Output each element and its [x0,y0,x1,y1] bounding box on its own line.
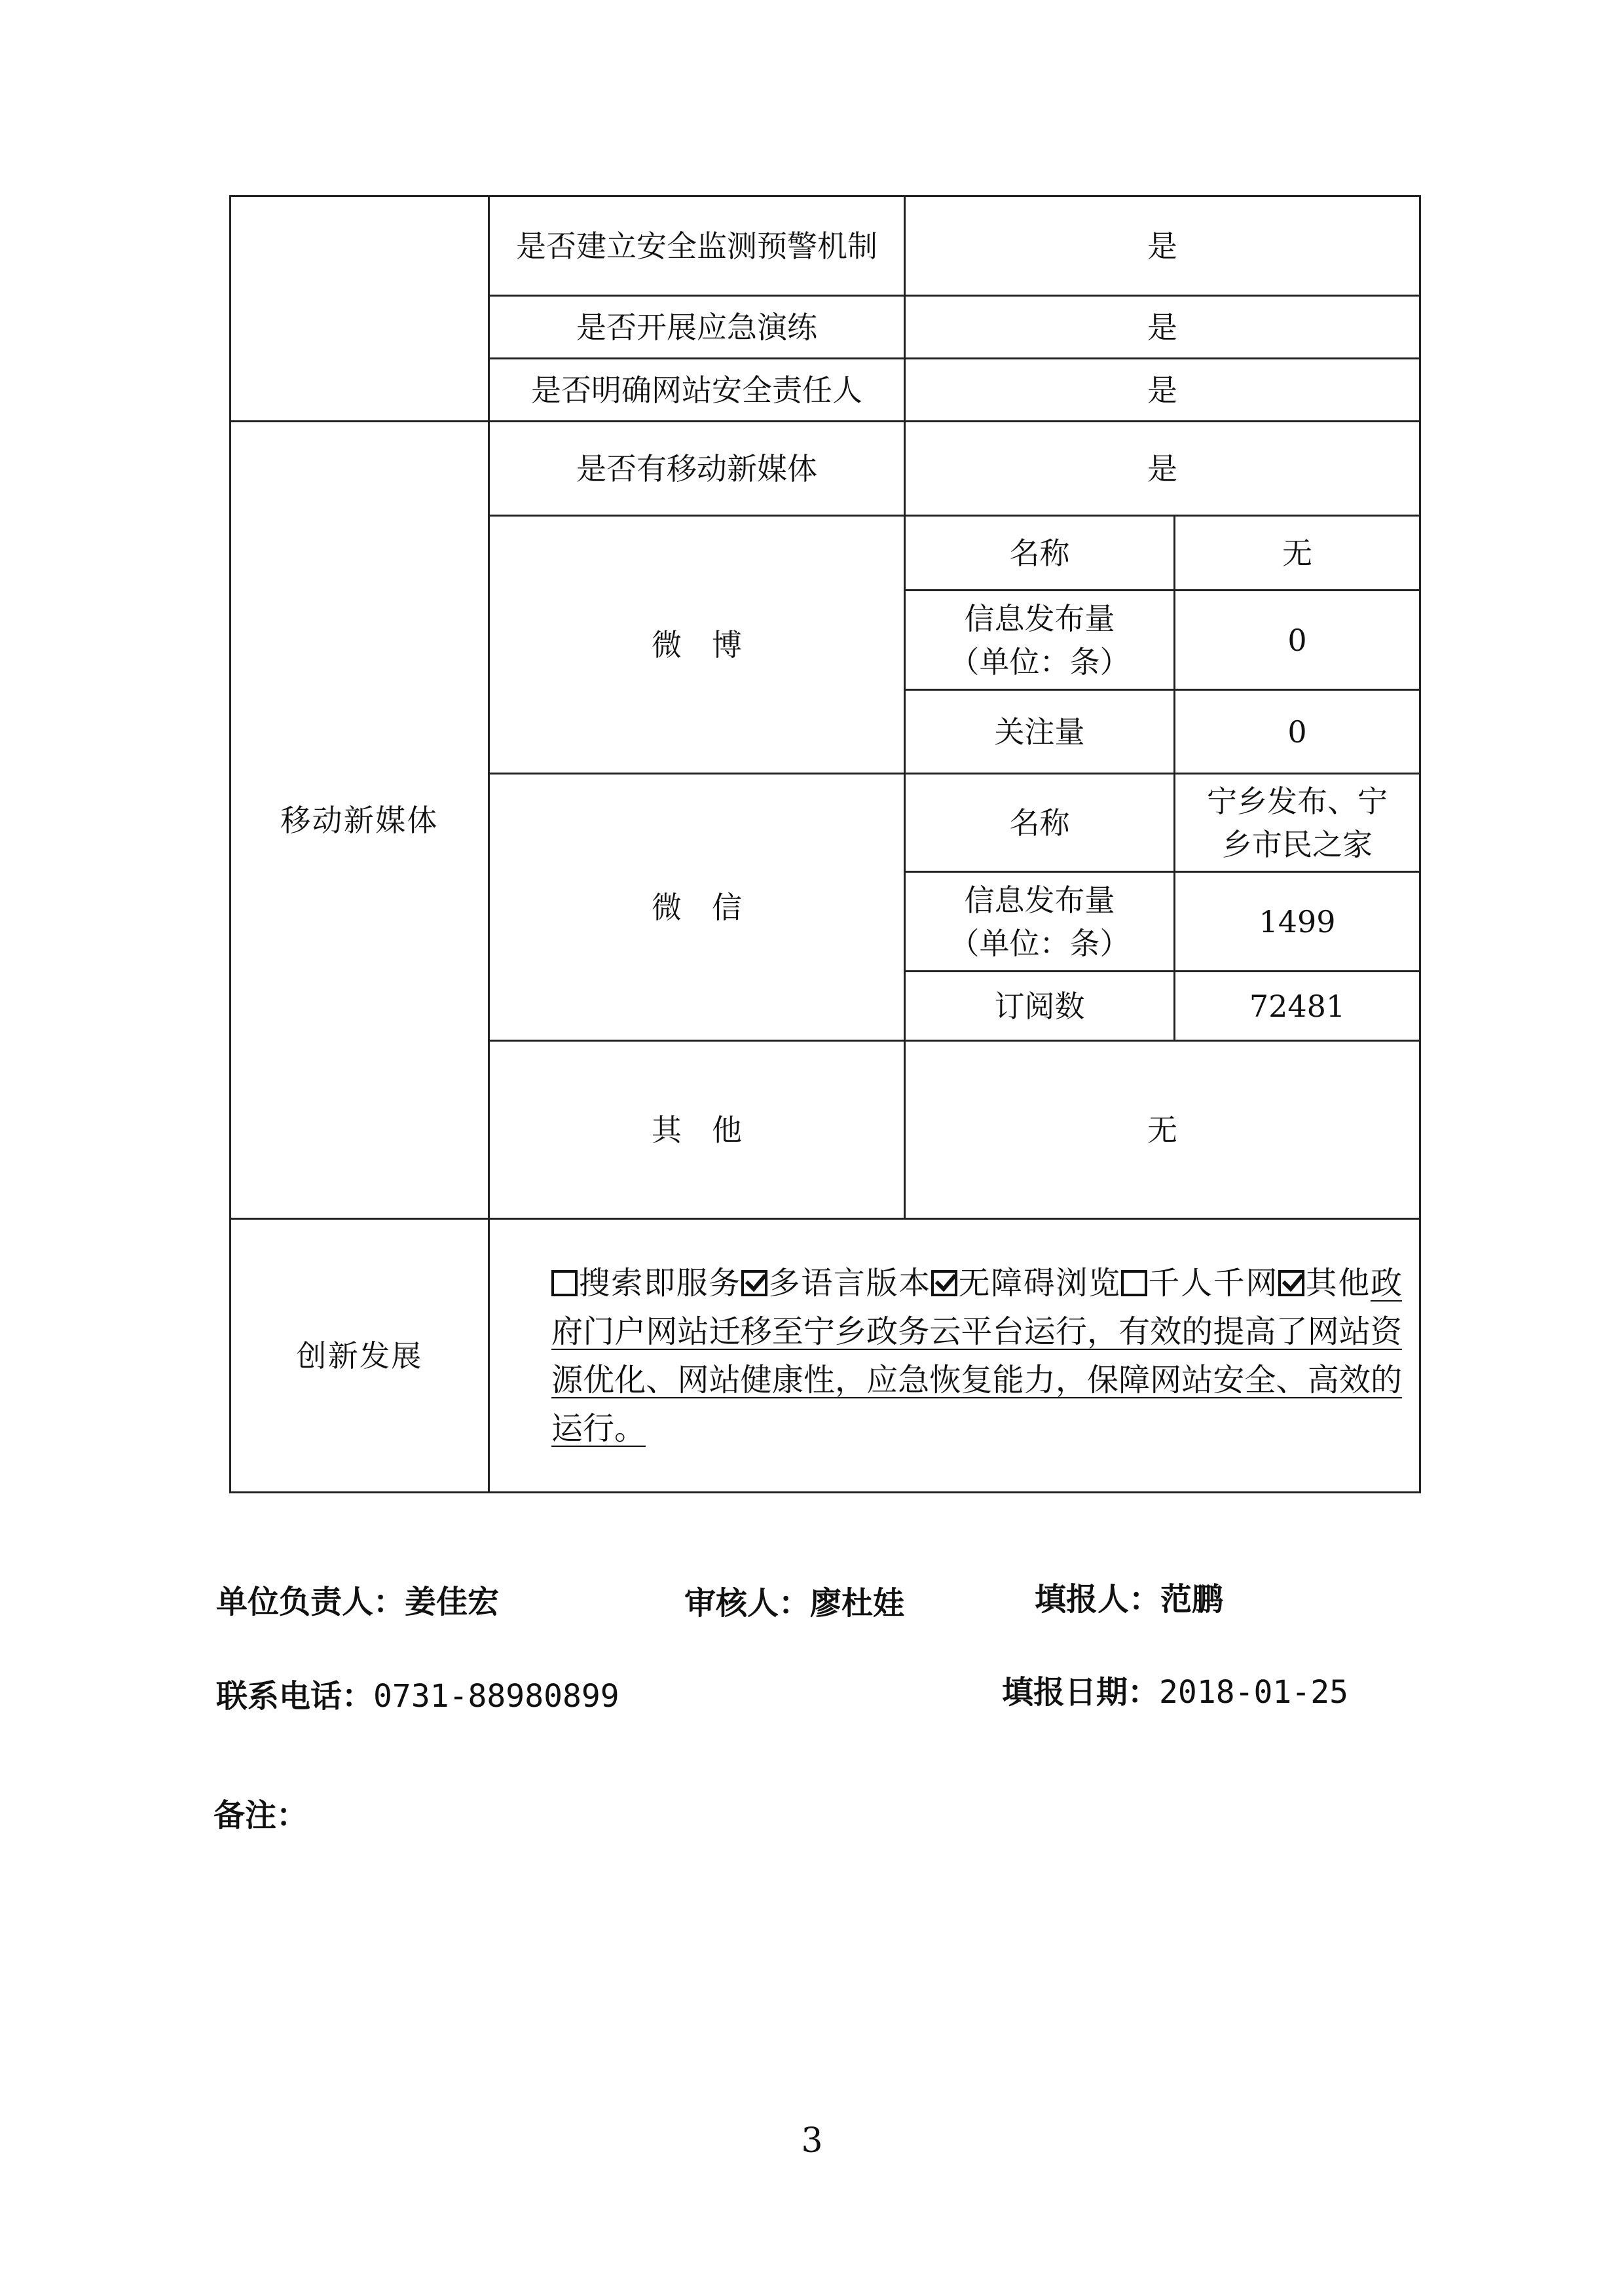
other-media-value: 无 [905,1041,1420,1219]
security-label-responsible: 是否明确网站安全责任人 [489,359,905,422]
weibo-follow-label: 关注量 [905,690,1175,774]
wechat-count-label: 信息发布量（单位：条） [905,872,1175,972]
wechat-sub-label: 订阅数 [905,972,1175,1041]
filler [1035,1574,1223,1619]
checked-box-icon[interactable] [741,1270,767,1296]
report-table [229,195,1421,1493]
weibo-count-label: 信息发布量（单位：条） [905,591,1175,690]
innovation-option-label: 搜索即服务 [578,1264,741,1302]
weibo-label: 微 博 [489,516,905,774]
date-label: 填报日期： [1002,1674,1160,1711]
date-value: 2018-01-25 [1159,1674,1348,1711]
innovation-option-label: 多语言版本 [767,1264,931,1302]
has-media-value: 是 [905,422,1420,516]
wechat-sub-value: 72481 [1175,972,1420,1041]
wechat-count-value: 1499 [1175,872,1420,972]
unit-head-label: 单位负责人： [216,1584,405,1620]
page-number: 3 [801,2121,823,2160]
other-media-label: 其 他 [489,1041,905,1219]
wechat-name-value: 宁乡发布、宁乡市民之家 [1175,774,1420,872]
weibo-name-value: 无 [1175,516,1420,591]
weibo-follow-value: 0 [1175,690,1420,774]
innovation-section-label: 创新发展 [231,1219,489,1493]
reviewer-name: 廖杜娃 [810,1585,905,1622]
innovation-text [551,1259,1402,1453]
fill-date [1002,1667,1348,1712]
filler-name: 范鹏 [1160,1581,1224,1618]
security-value-drill: 是 [905,296,1420,359]
unit-head-name: 姜佳宏 [405,1584,500,1620]
weibo-count-value: 0 [1175,591,1420,690]
innovation-option-label: 无障碍浏览 [957,1264,1121,1302]
security-label-drill: 是否开展应急演练 [489,296,905,359]
security-value-monitoring: 是 [905,196,1420,296]
weibo-name-label: 名称 [905,516,1175,591]
innovation-options [551,1265,1371,1302]
checked-box-icon[interactable] [1278,1270,1304,1296]
wechat-label: 微 信 [489,774,905,1041]
contact-phone [216,1671,619,1716]
checked-box-icon[interactable] [931,1270,957,1296]
reviewer [684,1578,904,1623]
phone-value: 0731-88980899 [373,1678,619,1715]
wechat-name-label: 名称 [905,774,1175,872]
media-section-label: 移动新媒体 [231,422,489,1219]
reviewer-label: 审核人： [684,1585,811,1622]
innovation-content [489,1219,1420,1493]
unit-head [216,1576,499,1622]
remark [213,1790,308,1835]
has-media-label: 是否有移动新媒体 [489,422,905,516]
security-label-monitoring: 是否建立安全监测预警机制 [489,196,905,296]
remark-label: 备注： [213,1797,308,1834]
security-value-responsible: 是 [905,359,1420,422]
security-section-cell [231,196,489,422]
phone-label: 联系电话： [216,1678,374,1715]
innovation-description: 政府门户网站迁移至宁乡政务云平台运行，有效的提高了网站资源优化、网站健康性，应急恢复能力，保障网站安全、高效的运行。 [551,1264,1402,1447]
innovation-option-label: 千人千网 [1147,1264,1278,1302]
innovation-option-label: 其他 [1304,1264,1371,1302]
filler-label: 填报人： [1035,1581,1161,1618]
unchecked-box-icon[interactable] [1121,1270,1147,1296]
unchecked-box-icon[interactable] [551,1270,578,1296]
